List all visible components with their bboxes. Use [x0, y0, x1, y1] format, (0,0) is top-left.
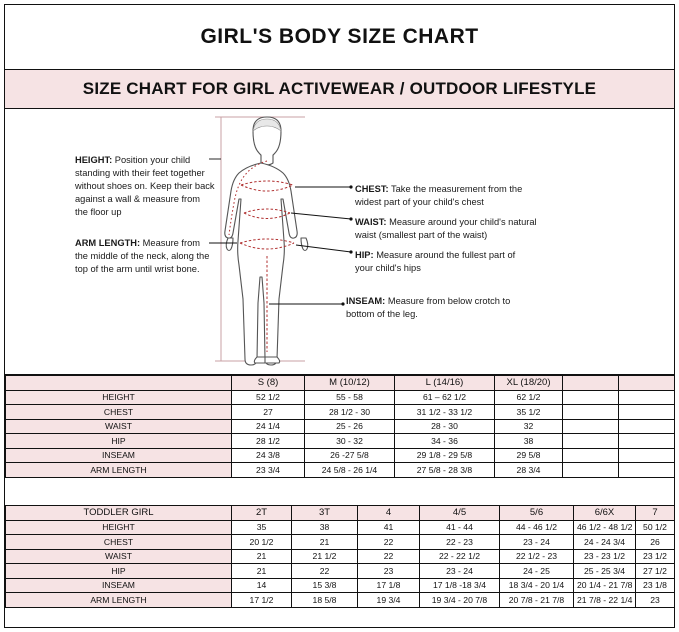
annotation-chest: [355, 183, 535, 209]
annotation-hip-label: HIP:: [355, 250, 374, 260]
youth-column-header: M (10/12): [305, 376, 395, 391]
table-cell: 24 3/8: [232, 448, 305, 463]
table-cell: 23: [358, 564, 420, 579]
youth-column-header: S (8): [232, 376, 305, 391]
table-cell: [563, 434, 619, 449]
annotation-arm-length-text: Measure from the middle of the neck, along the top of the arm until wrist bone.: [75, 238, 210, 274]
toddler-row-label: ARM LENGTH: [6, 593, 232, 608]
table-cell: 26: [636, 535, 675, 550]
table-cell: [619, 448, 675, 463]
annotation-inseam-text: Measure from below crotch to bottom of the leg.: [346, 296, 511, 319]
table-cell: 21: [232, 549, 292, 564]
table-cell: 28 1/2 - 30: [305, 405, 395, 420]
table-cell: 24 1/4: [232, 419, 305, 434]
table-row: [6, 520, 675, 535]
youth-column-header: XL (18/20): [495, 376, 563, 391]
table-row: [6, 463, 675, 478]
table-cell: 24 - 24 3/4: [574, 535, 636, 550]
table-cell: [563, 390, 619, 405]
toddler-row-label: HIP: [6, 564, 232, 579]
table-cell: 19 3/4: [358, 593, 420, 608]
table-cell: 44 - 46 1/2: [500, 520, 574, 535]
annotation-height: [75, 154, 215, 219]
table-cell: [563, 448, 619, 463]
toddler-size-table: [5, 505, 675, 608]
table-cell: 17 1/8: [358, 578, 420, 593]
youth-table-header-row: [6, 376, 675, 391]
annotation-inseam-label: INSEAM:: [346, 296, 386, 306]
table-cell: 22 1/2 - 23: [500, 549, 574, 564]
table-row: [6, 434, 675, 449]
toddler-table-corner-cell: TODDLER GIRL: [6, 506, 232, 521]
table-cell: 21: [292, 535, 358, 550]
table-cell: 22 - 22 1/2: [420, 549, 500, 564]
table-cell: 41 - 44: [420, 520, 500, 535]
table-row: [6, 448, 675, 463]
table-cell: 46 1/2 - 48 1/2: [574, 520, 636, 535]
table-row: [6, 535, 675, 550]
table-cell: 21: [232, 564, 292, 579]
table-row: [6, 390, 675, 405]
table-cell: 15 3/8: [292, 578, 358, 593]
table-cell: 30 - 32: [305, 434, 395, 449]
table-cell: [619, 419, 675, 434]
table-row: [6, 405, 675, 420]
table-cell: 28 3/4: [495, 463, 563, 478]
youth-table-corner-cell: [6, 376, 232, 391]
youth-row-label: HEIGHT: [6, 390, 232, 405]
table-cell: 29 5/8: [495, 448, 563, 463]
figure-area: [5, 109, 674, 375]
toddler-row-label: WAIST: [6, 549, 232, 564]
table-cell: 52 1/2: [232, 390, 305, 405]
toddler-column-header: 6/6X: [574, 506, 636, 521]
toddler-row-label: CHEST: [6, 535, 232, 550]
table-cell: 17 1/8 -18 3/4: [420, 578, 500, 593]
table-cell: 17 1/2: [232, 593, 292, 608]
table-cell: 20 7/8 - 21 7/8: [500, 593, 574, 608]
table-cell: 25 - 25 3/4: [574, 564, 636, 579]
table-cell: 24 5/8 - 26 1/4: [305, 463, 395, 478]
table-cell: 22 - 23: [420, 535, 500, 550]
table-cell: 22: [292, 564, 358, 579]
toddler-table-header-row: [6, 506, 675, 521]
toddler-size-table-wrapper: [5, 505, 674, 608]
table-cell: 23 - 24: [420, 564, 500, 579]
table-cell: 23 3/4: [232, 463, 305, 478]
table-cell: 55 - 58: [305, 390, 395, 405]
youth-column-header: [619, 376, 675, 391]
annotation-arm-length: [75, 237, 215, 276]
youth-column-header: [563, 376, 619, 391]
table-cell: 31 1/2 - 33 1/2: [395, 405, 495, 420]
toddler-column-header: 7: [636, 506, 675, 521]
table-cell: 22: [358, 535, 420, 550]
table-cell: 19 3/4 - 20 7/8: [420, 593, 500, 608]
table-cell: 38: [292, 520, 358, 535]
toddler-column-header: 4: [358, 506, 420, 521]
table-cell: [619, 405, 675, 420]
table-cell: 41: [358, 520, 420, 535]
table-cell: 34 - 36: [395, 434, 495, 449]
youth-column-header: L (14/16): [395, 376, 495, 391]
annotation-waist-label: WAIST:: [355, 217, 387, 227]
subtitle-band: [5, 70, 674, 109]
youth-row-label: CHEST: [6, 405, 232, 420]
page-subtitle: SIZE CHART FOR GIRL ACTIVEWEAR / OUTDOOR LIFESTYLE: [82, 79, 597, 98]
toddler-row-label: HEIGHT: [6, 520, 232, 535]
table-cell: 23 - 24: [500, 535, 574, 550]
table-cell: 32: [495, 419, 563, 434]
youth-row-label: WAIST: [6, 419, 232, 434]
annotation-chest-text: Take the measurement from the widest part of your child's chest: [355, 184, 523, 207]
table-cell: 23 - 23 1/2: [574, 549, 636, 564]
table-row: [6, 564, 675, 579]
table-cell: 26 -27 5/8: [305, 448, 395, 463]
table-cell: 28 1/2: [232, 434, 305, 449]
toddler-row-label: INSEAM: [6, 578, 232, 593]
table-cell: 14: [232, 578, 292, 593]
table-cell: 25 - 26: [305, 419, 395, 434]
toddler-column-header: 2T: [232, 506, 292, 521]
table-cell: 20 1/4 - 21 7/8: [574, 578, 636, 593]
youth-row-label: INSEAM: [6, 448, 232, 463]
title-band: [5, 5, 674, 70]
annotation-arm-length-label: ARM LENGTH:: [75, 238, 141, 248]
youth-size-table: [5, 375, 675, 478]
table-cell: [619, 390, 675, 405]
table-cell: [563, 405, 619, 420]
table-cell: 35 1/2: [495, 405, 563, 420]
toddler-table-body: [6, 506, 675, 608]
annotation-waist: [355, 216, 545, 242]
table-cell: 35: [232, 520, 292, 535]
table-cell: 29 1/8 - 29 5/8: [395, 448, 495, 463]
table-cell: [619, 463, 675, 478]
table-cell: 50 1/2: [636, 520, 675, 535]
toddler-column-header: 5/6: [500, 506, 574, 521]
annotation-inseam: [346, 295, 536, 321]
table-cell: 62 1/2: [495, 390, 563, 405]
table-cell: 18 3/4 - 20 1/4: [500, 578, 574, 593]
table-cell: 27: [232, 405, 305, 420]
table-cell: 21 1/2: [292, 549, 358, 564]
table-cell: 24 - 25: [500, 564, 574, 579]
table-cell: 18 5/8: [292, 593, 358, 608]
toddler-column-header: 4/5: [420, 506, 500, 521]
table-cell: 23 1/2: [636, 549, 675, 564]
annotation-hip-text: Measure around the fullest part of your child's hips: [355, 250, 516, 273]
toddler-column-header: 3T: [292, 506, 358, 521]
youth-row-label: ARM LENGTH: [6, 463, 232, 478]
table-row: [6, 419, 675, 434]
table-cell: 27 5/8 - 28 3/8: [395, 463, 495, 478]
table-cell: 21 7/8 - 22 1/4: [574, 593, 636, 608]
annotation-hip: [355, 249, 535, 275]
table-row: [6, 578, 675, 593]
table-cell: 20 1/2: [232, 535, 292, 550]
youth-row-label: HIP: [6, 434, 232, 449]
table-cell: 61 – 62 1/2: [395, 390, 495, 405]
page-title: GIRL'S BODY SIZE CHART: [200, 25, 479, 48]
table-cell: 22: [358, 549, 420, 564]
table-cell: 28 - 30: [395, 419, 495, 434]
table-cell: 27 1/2: [636, 564, 675, 579]
table-cell: 38: [495, 434, 563, 449]
table-row: [6, 549, 675, 564]
table-cell: [563, 419, 619, 434]
annotation-height-label: HEIGHT:: [75, 155, 113, 165]
table-cell: [619, 434, 675, 449]
table-cell: [563, 463, 619, 478]
annotation-chest-label: CHEST:: [355, 184, 389, 194]
youth-table-body: [6, 376, 675, 478]
table-cell: 23: [636, 593, 675, 608]
table-row: [6, 593, 675, 608]
annotation-height-text: Position your child standing with their feet together without shoes on. Keep their back against a wall & measure from the floor up: [75, 155, 215, 217]
annotation-waist-text: Measure around your child's natural waist (smallest part of the waist): [355, 217, 537, 240]
youth-size-table-wrapper: [5, 375, 674, 478]
table-cell: 23 1/8: [636, 578, 675, 593]
